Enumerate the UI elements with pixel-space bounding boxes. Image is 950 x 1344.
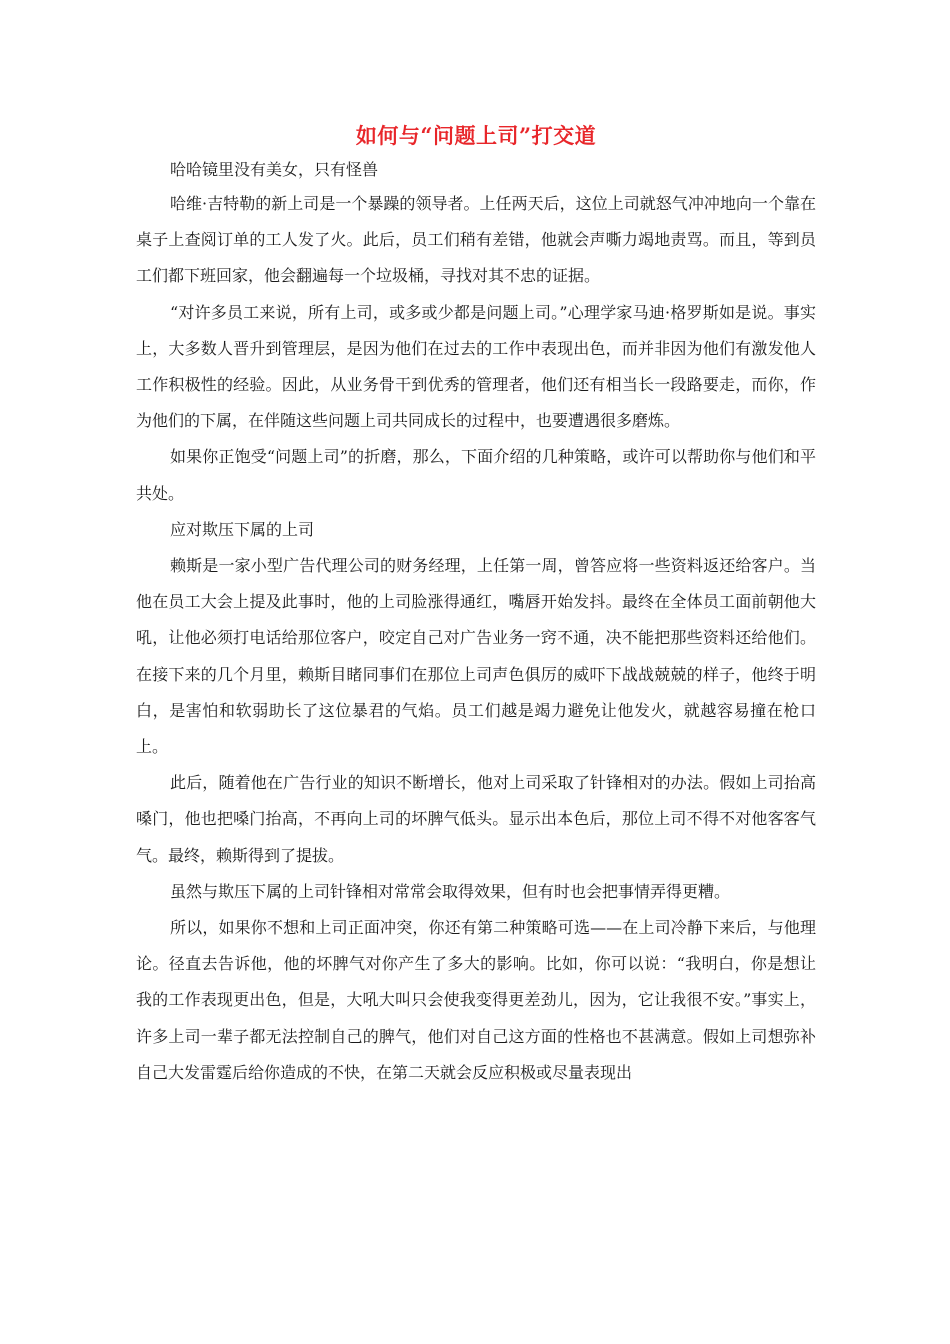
paragraph: 哈维·吉特勒的新上司是一个暴躁的领导者。上任两天后，这位上司就怒气冲冲地向一个靠在桌子上查阅订单的工人发了火。此后，员工们稍有差错，他就会声嘶力竭地责骂。而且，等到员工们都下班回家，他会翻遍每一个垃圾桶，寻找对其不忠的证据。 <box>136 194 816 286</box>
paragraph: 如果你正饱受“问题上司”的折磨，那么，下面介绍的几种策略，或许可以帮助你与他们和平共处。 <box>136 447 816 503</box>
document-page <box>136 118 816 1091</box>
paragraph-subtitle: 哈哈镜里没有美女，只有怪兽 <box>170 160 379 179</box>
paragraph: “对许多员工来说，所有上司，或多或少都是问题上司。”心理学家马迪·格罗斯如是说。事实上，大多数人晋升到管理层，是因为他们在过去的工作中表现出色，而并非因为他们有激发他人工作积极性的经验。因此，从业务骨干到优秀的管理者，他们还有相当长一段路要走，而你，作为他们的下属，在伴随这些问题上司共同成长的过程中，也要遭遇很多磨炼。 <box>136 302 816 431</box>
paragraph: 所以，如果你不想和上司正面冲突，你还有第二种策略可选——在上司冷静下来后，与他理论。径直去告诉他，他的坏脾气对你产生了多大的影响。比如，你可以说：“我明白，你是想让我的工作表现更出色，但是，大吼大叫只会使我变得更差劲儿，因为，它让我很不安。”事实上，许多上司一辈子都无法控制自己的脾气，他们对自己这方面的性格也不甚满意。假如上司想弥补自己大发雷霆后给你造成的不快，在第二天就会反应积极或尽量表现出 <box>136 918 816 1082</box>
paragraph: 虽然与欺压下属的上司针锋相对常常会取得效果，但有时也会把事情弄得更糟。 <box>170 881 731 901</box>
paragraph: 赖斯是一家小型广告代理公司的财务经理，上任第一周，曾答应将一些资料返还给客户。当他在员工大会上提及此事时，他的上司脸涨得通红，嘴唇开始发抖。最终在全体员工面前朝他大吼，让他必须打电话给那位客户，咬定自己对广告业务一窍不通，决不能把那些资料还给他们。在接下来的几个月里，赖斯目睹同事们在那位上司声色俱厉的威吓下战战兢兢的样子，他终于明白，是害怕和软弱助长了这位暴君的气焰。员工们越是竭力避免让他发火，就越容易撞在枪口上。 <box>136 556 816 757</box>
paragraph: 此后，随着他在广告行业的知识不断增长，他对上司采取了针锋相对的办法。假如上司抬高嗓门，他也把嗓门抬高，不再向上司的坏脾气低头。显示出本色后，那位上司不得不对他客客气气。最终，赖斯得到了提拔。 <box>136 773 816 865</box>
section-heading: 应对欺压下属的上司 <box>170 519 315 539</box>
document-title: 如何与“问题上司”打交道 <box>355 123 597 148</box>
